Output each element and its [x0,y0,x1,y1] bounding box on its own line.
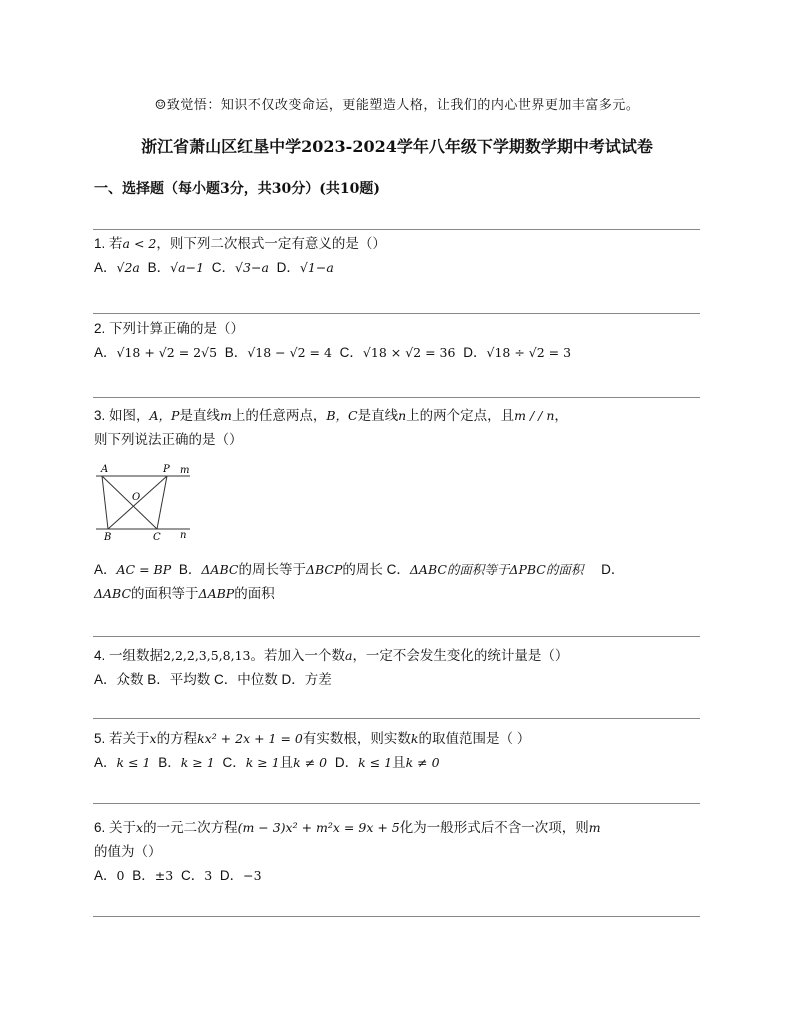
segment-ab [102,476,108,529]
label-c: C [153,532,161,542]
option-c[interactable]: C．ΔABC的面积等于ΔPBC的面积 [386,562,584,577]
option-a[interactable]: A．√18 + √2 = 2√5 [94,345,218,360]
question-6: 6. 关于x的一元二次方程(m − 3)x² + m²x = 9x + 5化为一般形式后不含一次项，则m 的值为（） A．0 B．±3 C．3 D．−3 [94,820,601,883]
divider [93,718,700,719]
option-a[interactable]: A．0 [94,868,125,883]
page-title: 浙江省萧山区红垦中学2023-2024学年八年级下学期数学期中考试试卷 [141,137,653,156]
option-b[interactable]: B．√a−1 [147,260,205,275]
section-heading: 一、选择题（每小题3分，共30分）(共10题) [94,181,380,197]
divider [93,229,700,230]
question-4: 4. 一组数据2,2,2,3,5,8,13。若加入一个数a，一定不会发生变化的统计量是（） A．众数 B．平均数 C．中位数 D．方差 [94,644,568,692]
question-3: 3. 如图，A，P是直线m上的任意两点，B，C是直线n上的两个定点，且m / / n， 则下列说法正确的是（） [94,408,568,447]
divider [93,397,700,398]
option-a[interactable]: A．k ≤ 1 [94,755,151,770]
divider [93,636,700,637]
divider [93,803,700,804]
option-d[interactable]: D．−3 [219,868,262,883]
option-b[interactable]: B．k ≥ 1 [158,755,215,770]
label-m: m [180,465,190,476]
question-2: 2. 下列计算正确的是（） A．√18 + √2 = 2√5 B．√18 − √2 = 4 C．√18 × √2 = 36 D．√18 ÷ √2 = 3 [94,317,575,365]
option-a[interactable]: A．AC = BP [94,562,172,577]
option-d[interactable]: ΔABC的面积等于ΔABP的面积 [94,586,275,601]
question-3-options [94,558,624,606]
segment-ac [102,476,157,529]
option-c[interactable]: C．k ≥ 1且k ≠ 0 [222,755,328,770]
option-b[interactable]: B．±3 [132,868,174,883]
option-b[interactable]: B．√18 − √2 = 4 [224,345,332,360]
option-a[interactable]: A．√2a [94,260,140,275]
option-d[interactable]: D．√1−a [276,260,334,275]
label-o: O [132,492,141,503]
option-d-label[interactable]: D． [601,562,625,577]
option-d[interactable]: D．k ≤ 1且k ≠ 0 [334,755,440,770]
condition: a < 2 [122,236,157,251]
question-1: 1. 若a < 2，则下列二次根式一定有意义的是（） A．√2a B．√a−1 C．√3−a D．√1−a [94,236,386,275]
option-b[interactable]: B．ΔABC的周长等于ΔBCP的周长 [178,562,383,577]
label-a: A [101,464,109,475]
divider [93,313,700,314]
divider [93,916,700,917]
option-c[interactable]: C．3 [180,868,213,883]
label-n: n [180,530,187,541]
label-p: P [163,464,170,475]
option-c[interactable]: C．√3−a [211,260,269,275]
options[interactable]: A．众数 B．平均数 C．中位数 D．方差 [94,672,332,687]
motto: ☺致觉悟：知识不仅改变命运，更能塑造人格，让我们的内心世界更加丰富多元。 [154,98,640,113]
option-c[interactable]: C．√18 × √2 = 36 [339,345,456,360]
question-5: 5. 若关于x的方程kx² + 2x + 1 = 0有实数根，则实数k的取值范围是（ ） A．k ≤ 1 B．k ≥ 1 C．k ≥ 1且k ≠ 0 D．k ≤ 1且k ≠ 0 [94,731,531,770]
geometry-figure [94,460,204,542]
label-b: B [104,532,112,542]
option-d[interactable]: D．√18 ÷ √2 = 3 [463,345,572,360]
